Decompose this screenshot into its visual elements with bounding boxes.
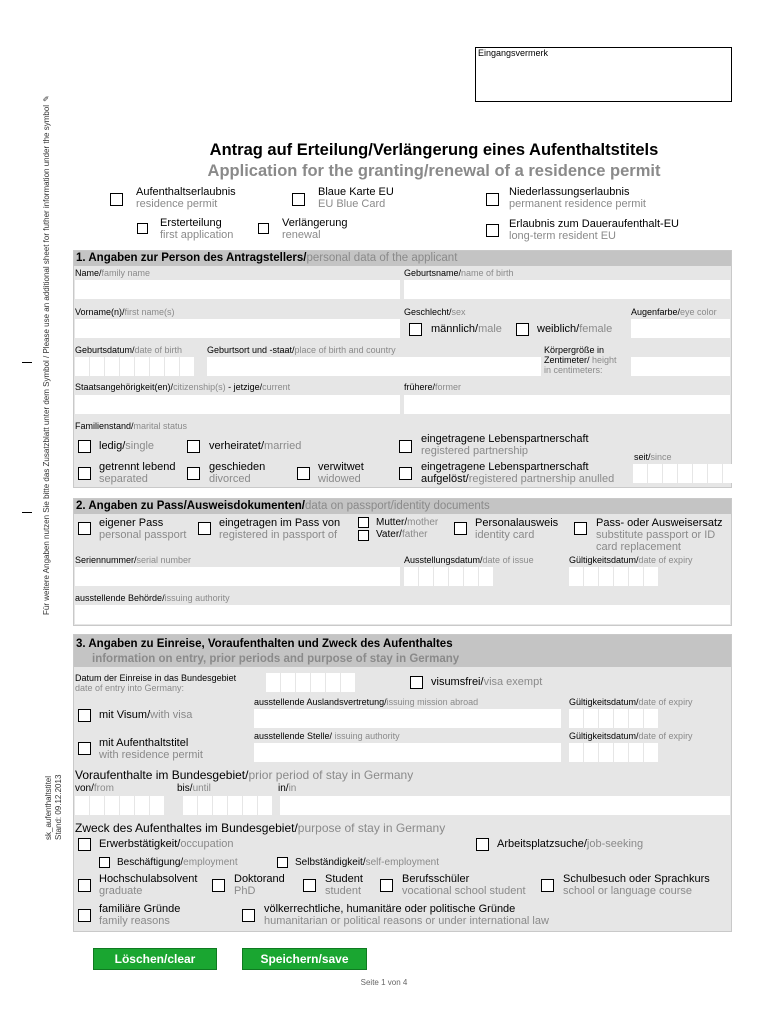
- checkbox-with-visa[interactable]: [78, 709, 91, 722]
- clear-button[interactable]: Löschen/clear: [93, 948, 217, 970]
- first-name-input[interactable]: [75, 319, 400, 338]
- checkbox-registered-in-passport[interactable]: [198, 522, 211, 535]
- checkbox-aufenthaltserlaubnis[interactable]: [110, 193, 123, 206]
- fold-mark-2: [22, 512, 32, 513]
- checkbox-daueraufenthalt[interactable]: [486, 224, 499, 237]
- visa-expiry-input[interactable]: [569, 709, 658, 728]
- date-of-expiry-input[interactable]: [569, 567, 658, 586]
- checkbox-occupation[interactable]: [78, 838, 91, 851]
- fold-mark-1: [22, 362, 32, 363]
- checkbox-vocational-student[interactable]: [380, 879, 393, 892]
- checkbox-substitute-passport[interactable]: [574, 522, 587, 535]
- checkbox-separated[interactable]: [78, 467, 91, 480]
- date-of-issue-input[interactable]: [404, 567, 493, 586]
- checkbox-student[interactable]: [303, 879, 316, 892]
- checkbox-single[interactable]: [78, 440, 91, 453]
- former-citizenship-input[interactable]: [404, 395, 730, 414]
- birth-name-input[interactable]: [404, 280, 730, 299]
- checkbox-verlaengerung[interactable]: [258, 223, 269, 234]
- receipt-stamp-label: Eingangsvermerk: [478, 48, 549, 58]
- date-of-entry-input[interactable]: [266, 673, 355, 692]
- family-name-input[interactable]: [75, 280, 400, 299]
- checkbox-identity-card[interactable]: [454, 522, 467, 535]
- prior-stay-from-input[interactable]: [75, 796, 164, 815]
- checkbox-niederlassung[interactable]: [486, 193, 499, 206]
- checkbox-widowed[interactable]: [297, 467, 310, 480]
- checkbox-partnership-annulled[interactable]: [399, 467, 412, 480]
- checkbox-father[interactable]: [358, 530, 369, 541]
- checkbox-graduate[interactable]: [78, 879, 91, 892]
- page-subtitle: Application for the granting/renewal of a residence permit: [207, 162, 661, 180]
- checkbox-employment[interactable]: [99, 857, 110, 868]
- issuing-office-input[interactable]: [254, 743, 561, 762]
- eye-color-input[interactable]: [631, 319, 730, 338]
- prior-stay-until-input[interactable]: [183, 796, 272, 815]
- form-version-1: sk_aufenthaltstitel: [44, 775, 53, 840]
- save-button[interactable]: Speichern/save: [242, 948, 367, 970]
- checkbox-self-employment[interactable]: [277, 857, 288, 868]
- place-of-birth-input[interactable]: [207, 357, 541, 376]
- issuing-mission-input[interactable]: [254, 709, 561, 728]
- current-citizenship-input[interactable]: [75, 395, 400, 414]
- checkbox-ersterteilung[interactable]: [137, 223, 148, 234]
- page-number: Seite 1 von 4: [360, 978, 408, 987]
- checkbox-visa-exempt[interactable]: [410, 676, 423, 689]
- checkbox-with-residence-permit[interactable]: [78, 742, 91, 755]
- checkbox-divorced[interactable]: [187, 467, 200, 480]
- checkbox-registered-partnership[interactable]: [399, 440, 412, 453]
- prior-stay-location-input[interactable]: [280, 796, 730, 815]
- date-of-birth-input[interactable]: [75, 357, 194, 376]
- checkbox-mother[interactable]: [358, 517, 369, 528]
- page-title: Antrag auf Erteilung/Verlängerung eines Aufenthaltstitels: [209, 141, 659, 159]
- pencil-icon: ✎: [42, 95, 51, 102]
- checkbox-humanitarian[interactable]: [242, 909, 255, 922]
- checkbox-family-reasons[interactable]: [78, 909, 91, 922]
- section-1-header: 1. Angaben zur Person des Antragstellers/personal data of the applicant: [74, 251, 731, 266]
- section-3-header: 3. Angaben zu Einreise, Voraufenthalten und Zweck des Aufenthaltes information on entry, prior periods and purpose of stay in Germany: [74, 635, 731, 667]
- checkbox-phd[interactable]: [212, 879, 225, 892]
- checkbox-personal-passport[interactable]: [78, 522, 91, 535]
- receipt-stamp-box: [475, 47, 732, 102]
- checkbox-male[interactable]: [409, 323, 422, 336]
- height-input[interactable]: [631, 357, 730, 376]
- section-2-header: 2. Angaben zu Pass/Ausweisdokumenten/data on passport/identity documents: [74, 499, 731, 514]
- checkbox-job-seeking[interactable]: [476, 838, 489, 851]
- checkbox-school-language[interactable]: [541, 879, 554, 892]
- checkbox-female[interactable]: [516, 323, 529, 336]
- checkbox-married[interactable]: [187, 440, 200, 453]
- serial-number-input[interactable]: [75, 567, 400, 586]
- issuing-authority-input[interactable]: [75, 605, 730, 624]
- marital-since-input[interactable]: [633, 464, 737, 483]
- checkbox-blue-card[interactable]: [292, 193, 305, 206]
- form-version-2: Stand: 09.12.2013: [54, 774, 63, 840]
- side-note: Für weitere Angaben nutzen Sie bitte das Zusatzblatt unter dem Symbol / Please use an additional sheet for futher information under the symbol✎: [42, 95, 51, 615]
- permit-expiry-input[interactable]: [569, 743, 658, 762]
